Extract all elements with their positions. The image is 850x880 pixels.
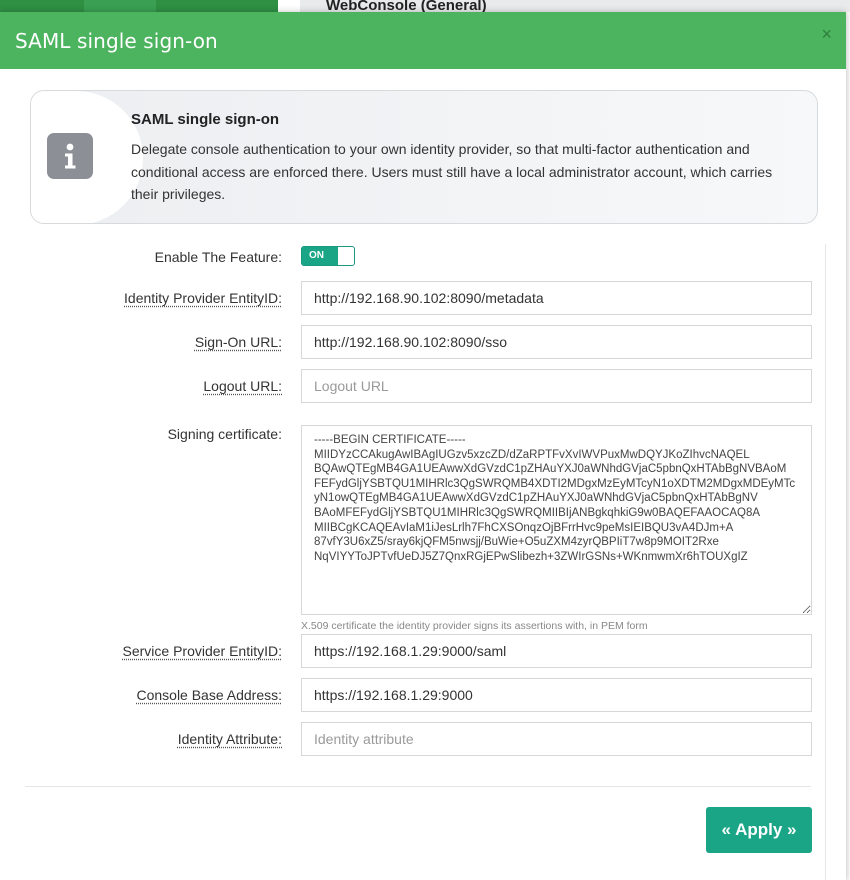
toggle-knob bbox=[340, 249, 352, 262]
identity-attr-label: Identity Attribute: bbox=[177, 731, 282, 747]
sign-on-input[interactable] bbox=[301, 325, 812, 359]
cert-textarea[interactable] bbox=[301, 425, 812, 615]
background-right-edge bbox=[846, 12, 850, 880]
info-box bbox=[30, 90, 818, 224]
console-base-label: Console Base Address: bbox=[136, 687, 282, 703]
toggle-on-label: ON bbox=[302, 247, 338, 265]
info-title: SAML single sign-on bbox=[131, 111, 280, 128]
console-base-input[interactable] bbox=[301, 678, 812, 712]
saml-form bbox=[30, 244, 826, 880]
enable-toggle[interactable] bbox=[301, 246, 355, 266]
close-icon[interactable]: × bbox=[821, 24, 832, 44]
enable-label: Enable The Feature: bbox=[154, 249, 282, 265]
sp-entity-input[interactable] bbox=[301, 634, 812, 668]
cert-label: Signing certificate: bbox=[167, 426, 282, 442]
cert-help: X.509 certificate the identity provider signs its assertions with, in PEM form bbox=[301, 620, 648, 632]
background-sidebar-tab bbox=[84, 0, 156, 12]
idp-entity-input[interactable] bbox=[301, 281, 812, 315]
info-icon bbox=[47, 133, 93, 179]
saml-modal bbox=[0, 12, 846, 880]
sign-on-label: Sign-On URL: bbox=[194, 334, 282, 350]
modal-title: SAML single sign-on bbox=[15, 28, 218, 53]
background-separator bbox=[278, 0, 300, 12]
info-text: Delegate console authentication to your own identity provider, so that multi-factor authentication and conditional access are enforced there. Users must still have a local administrator account, which carries their privileges. bbox=[131, 141, 773, 202]
apply-button[interactable]: « Apply » bbox=[706, 807, 812, 853]
identity-attr-input[interactable] bbox=[301, 722, 812, 756]
modal-header bbox=[0, 12, 846, 69]
logout-input[interactable] bbox=[301, 369, 812, 403]
info-icon-backdrop bbox=[30, 91, 143, 224]
logout-label: Logout URL: bbox=[203, 378, 282, 394]
sp-entity-label: Service Provider EntityID: bbox=[122, 643, 282, 659]
idp-entity-label: Identity Provider EntityID: bbox=[124, 290, 282, 306]
background-page-title: WebConsole (General) bbox=[326, 0, 487, 12]
footer-divider bbox=[25, 786, 811, 787]
